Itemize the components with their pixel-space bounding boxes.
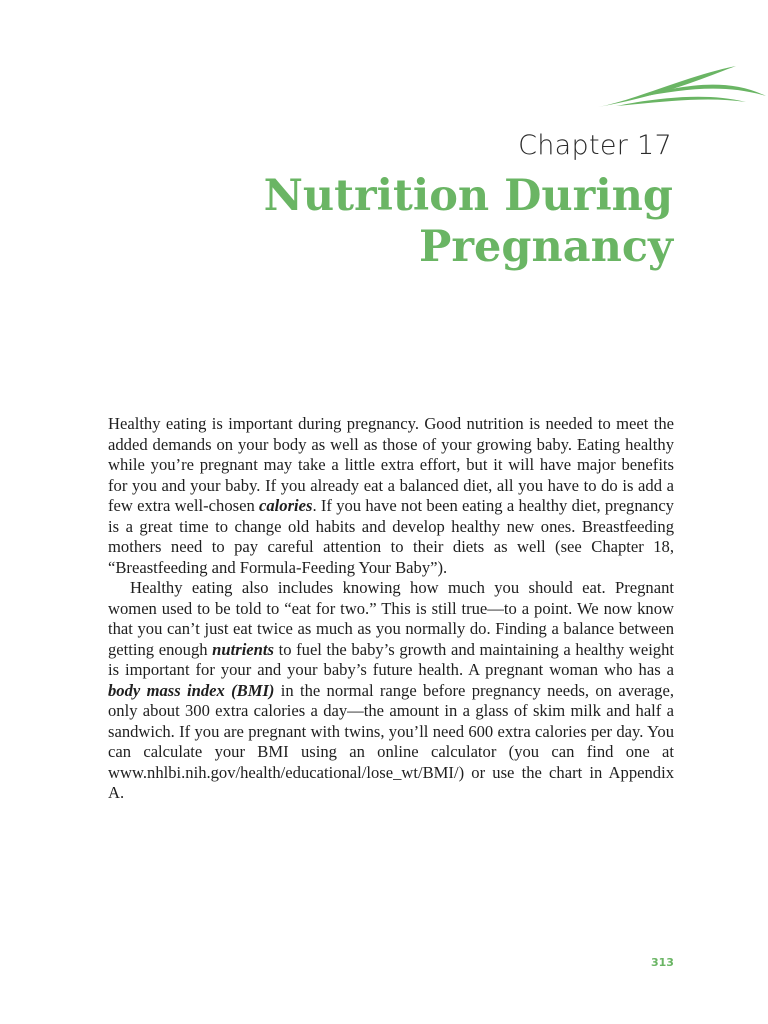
chapter-title-line-1: Nutrition During [263, 171, 673, 221]
green-leaf-swoosh-icon [596, 62, 768, 112]
paragraph-1-text-b: . If you have not been eating a healthy diet, pregnancy is a great time to change old habits and develop healthy new ones. Breastfeeding mothers need to pay careful attention to their diets as well (see Chapter 18, “Breastfeeding and Formula-Feeding Your Baby”). [108, 496, 674, 577]
paragraph-2-text-c: in the normal range before pregnancy needs, on average, only about 300 extra calories a day—the amount in a glass of skim milk and half a sandwich. If you are pregnant with twins, you’ll need 600 extra calories per day. You can calculate your BMI using an online calculator (you can find one at www.nhlbi.nih.gov/health/educational/lose_wt/BMI/) or use the chart in Appendix A. [108, 680, 674, 802]
glossary-term-bmi: body mass index (BMI) [108, 680, 275, 700]
page-number: 313 [651, 956, 674, 969]
paragraph-2-text-b: to fuel the baby’s growth and maintaining a healthy weight is important for your and your baby’s future health. A pregnant woman who has a [108, 639, 675, 679]
chapter-label: Chapter 17 [518, 130, 672, 161]
paragraph-2 [108, 578, 674, 804]
chapter-title [203, 171, 673, 273]
glossary-term-calories: calories [259, 496, 313, 515]
body-text [108, 414, 674, 804]
paragraph-2-text-a: Healthy eating also includes knowing how much you should eat. Pregnant women used to be told to “eat for two.” This is still true—to a point. We now know that you can’t just eat twice as much as you normally do. Finding a balance between getting enough [108, 578, 674, 659]
paragraph-1 [108, 414, 674, 578]
glossary-term-nutrients: nutrients [212, 639, 274, 659]
chapter-title-line-2: Pregnancy [419, 222, 673, 272]
paragraph-1-text-a: Healthy eating is important during pregnancy. Good nutrition is needed to meet the added demands on your body as well as those of your growing baby. Eating healthy while you’re pregnant may take a little extra effort, but it will have major benefits for you and your baby. If you already eat a balanced diet, all you have to do is add a few extra well-chosen [108, 414, 674, 515]
